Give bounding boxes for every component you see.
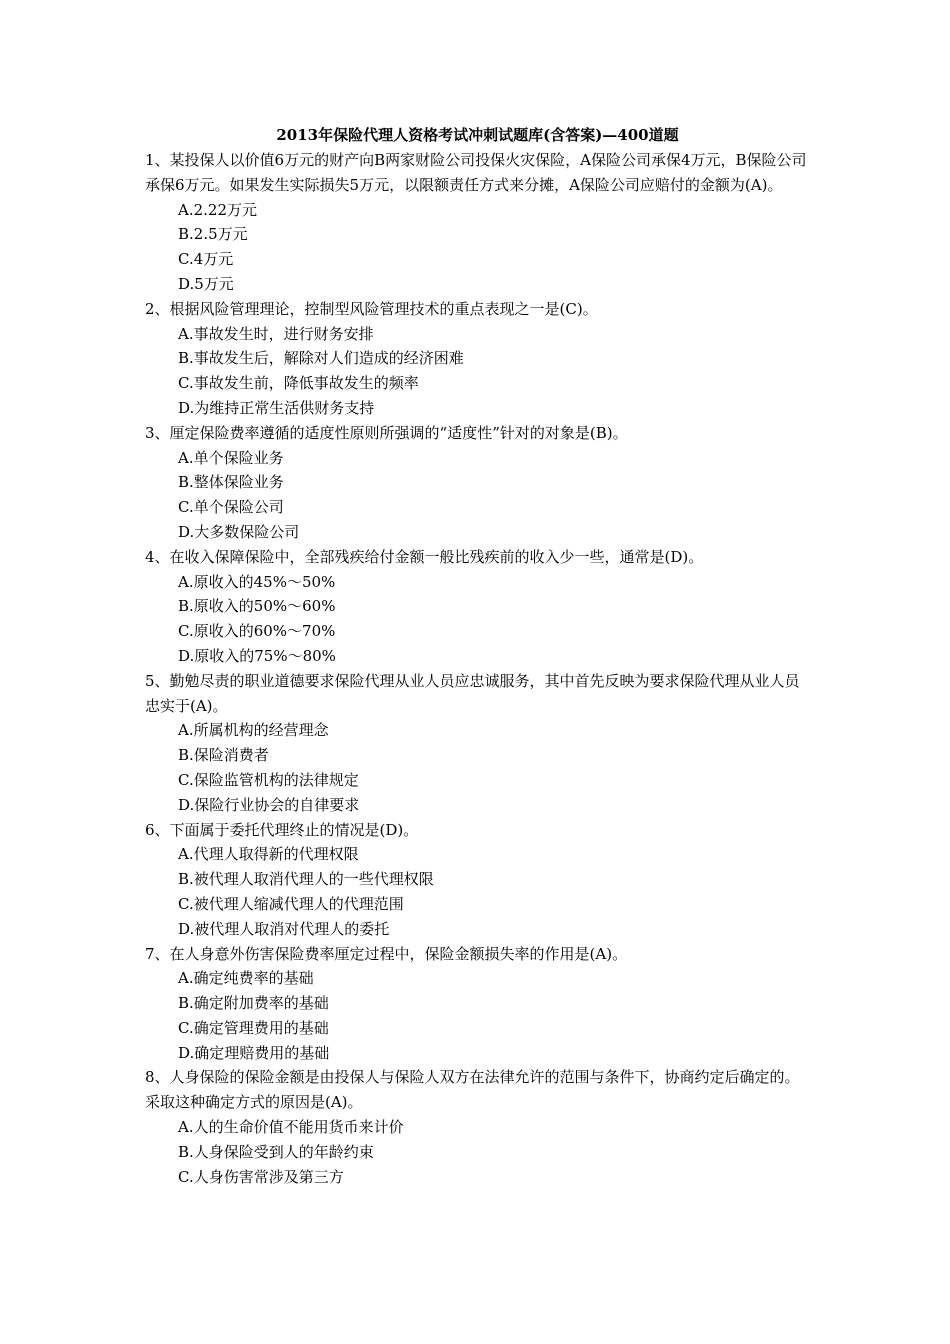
answer-option: B.原收入的50%～60%: [178, 597, 336, 616]
question-text: 2、根据风险管理理论，控制型风险管理技术的重点表现之一是(C)。: [145, 299, 598, 318]
answer-option: C.确定管理费用的基础: [178, 1018, 329, 1037]
question-item: [145, 421, 810, 545]
answer-option: A.确定纯费率的基础: [178, 969, 314, 988]
answer-option: D.大多数保险公司: [178, 522, 300, 541]
answer-option: A.代理人取得新的代理权限: [178, 845, 359, 864]
answer-option: A.人的生命价值不能用货币来计价: [178, 1118, 404, 1137]
answer-option: C.事故发生前，降低事故发生的频率: [178, 374, 419, 393]
question-text: 6、下面属于委托代理终止的情况是(D)。: [145, 820, 419, 839]
answer-option: A.事故发生时，进行财务安排: [178, 324, 374, 343]
answer-option: D.原收入的75%～80%: [178, 646, 336, 665]
answer-option: C.原收入的60%～70%: [178, 622, 336, 641]
question-text: 5、勤勉尽责的职业道德要求保险代理从业人员应忠诚服务，其中首先反映为要求保险代理从业人员忠实于(A)。: [145, 671, 800, 715]
answer-option: C.4万元: [178, 250, 234, 269]
document-title: 2013年保险代理人资格考试冲刺试题库(含答案)—400道题: [276, 126, 679, 144]
question-text: 3、厘定保险费率遵循的适度性原则所强调的“适度性”针对的对象是(B)。: [145, 423, 628, 442]
answer-option: D.5万元: [178, 274, 234, 293]
question-item: [145, 148, 810, 297]
answer-option: B.确定附加费率的基础: [178, 994, 329, 1013]
answer-option: A.原收入的45%～50%: [178, 572, 336, 591]
question-item: [145, 297, 810, 421]
answer-option: D.为维持正常生活供财务支持: [178, 398, 375, 417]
question-list: [145, 148, 810, 1189]
answer-option: D.确定理赔费用的基础: [178, 1043, 330, 1062]
question-text: 8、人身保险的保险金额是由投保人与保险人双方在法律允许的范围与条件下，协商约定后确定的。采取这种确定方式的原因是(A)。: [145, 1068, 800, 1112]
answer-option: B.2.5万元: [178, 225, 248, 244]
answer-option: C.被代理人缩减代理人的代理范围: [178, 894, 404, 913]
question-item: [145, 818, 810, 942]
answer-option: B.保险消费者: [178, 746, 269, 765]
answer-option: C.人身伤害常涉及第三方: [178, 1167, 344, 1186]
question-text: 1、某投保人以价值6万元的财产向B两家财险公司投保火灾保险，A保险公司承保4万元，B保险公司承保6万元。如果发生实际损失5万元，以限额责任方式来分摊，A保险公司应赔付的金额为(A)。: [145, 151, 807, 194]
answer-option: B.整体保险业务: [178, 473, 284, 492]
answer-option: B.被代理人取消代理人的一些代理权限: [178, 870, 434, 889]
document-body: [145, 123, 810, 1189]
answer-option: B.人身保险受到人的年龄约束: [178, 1142, 374, 1161]
question-item: [145, 545, 810, 669]
answer-option: A.2.22万元: [178, 200, 257, 219]
answer-option: A.所属机构的经营理念: [178, 721, 329, 740]
answer-option: A.单个保险业务: [178, 448, 284, 467]
answer-option: C.保险监管机构的法律规定: [178, 770, 359, 789]
question-item: [145, 942, 810, 1066]
question-item: [145, 669, 810, 818]
answer-option: C.单个保险公司: [178, 498, 284, 517]
question-text: 4、在收入保障保险中，全部残疾给付金额一般比残疾前的收入少一些，通常是(D)。: [145, 547, 704, 566]
question-text: 7、在人身意外伤害保险费率厘定过程中，保险金额损失率的作用是(A)。: [145, 944, 628, 963]
question-item: [145, 1065, 810, 1189]
answer-option: B.事故发生后，解除对人们造成的经济困难: [178, 349, 464, 368]
answer-option: D.保险行业协会的自律要求: [178, 795, 360, 814]
answer-option: D.被代理人取消对代理人的委托: [178, 919, 390, 938]
